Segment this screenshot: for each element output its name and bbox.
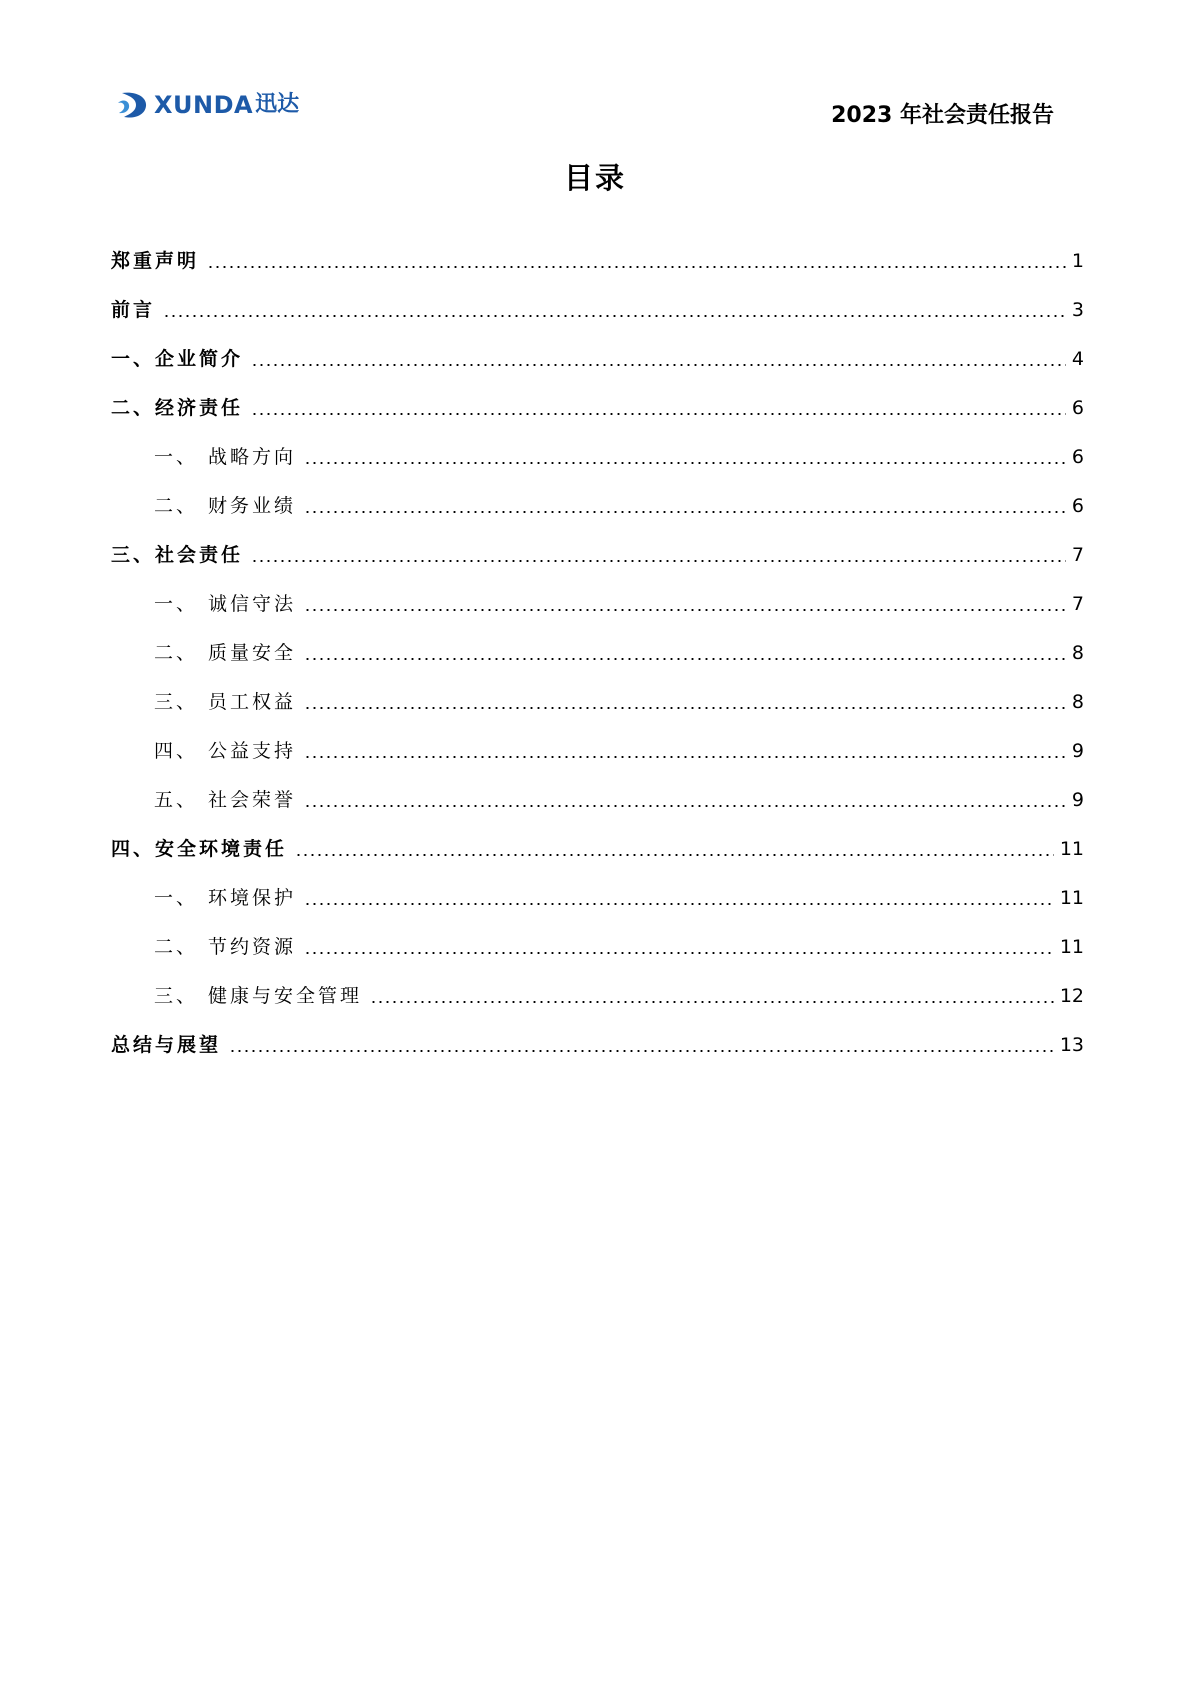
toc-entry-number: 二、 xyxy=(154,495,199,517)
toc-entry-label: 社会荣誉 xyxy=(208,789,297,811)
toc-entry[interactable] xyxy=(111,666,1084,715)
toc-entry-number: 一、 xyxy=(154,446,199,468)
toc-entry-number: 一、 xyxy=(154,887,199,909)
toc-dot-leader xyxy=(163,315,1066,317)
toc-page-number: 3 xyxy=(1071,299,1084,321)
xunda-logo-icon xyxy=(116,89,150,121)
toc-entry[interactable] xyxy=(111,813,1084,862)
toc-page-number: 4 xyxy=(1071,348,1084,370)
toc-entry-label: 郑重声明 xyxy=(111,250,200,272)
toc-entry-label: 总结与展望 xyxy=(111,1034,222,1056)
toc-entry-label: 节约资源 xyxy=(208,936,297,958)
toc-entry[interactable] xyxy=(111,1009,1084,1058)
toc-entry[interactable] xyxy=(111,911,1084,960)
toc-entry-number: 三、 xyxy=(154,985,199,1007)
toc-entry-label: 健康与安全管理 xyxy=(208,985,363,1007)
toc-entry-label: 员工权益 xyxy=(208,691,297,713)
company-logo xyxy=(116,88,299,122)
toc-entry[interactable] xyxy=(111,372,1084,421)
toc-entry-number: 五、 xyxy=(154,789,199,811)
toc-entry-label: 战略方向 xyxy=(208,446,297,468)
toc-page-number: 11 xyxy=(1059,838,1084,860)
toc-entry[interactable] xyxy=(111,715,1084,764)
toc-entry-number: 三、 xyxy=(154,691,199,713)
toc-entry-label: 财务业绩 xyxy=(208,495,297,517)
toc-page-number: 1 xyxy=(1071,250,1084,272)
toc-entry-label: 一、企业简介 xyxy=(111,348,244,370)
toc-entry-label: 诚信守法 xyxy=(208,593,297,615)
toc-page-number: 6 xyxy=(1071,495,1084,517)
toc-dot-leader xyxy=(304,609,1066,611)
toc-page-number: 8 xyxy=(1071,642,1084,664)
toc-entry-label: 前言 xyxy=(111,299,156,321)
toc-entry-number: 二、 xyxy=(154,936,199,958)
toc-entry[interactable] xyxy=(111,274,1084,323)
toc-dot-leader xyxy=(207,266,1066,268)
toc-entry[interactable] xyxy=(111,421,1084,470)
toc-dot-leader xyxy=(251,364,1066,366)
page-header xyxy=(0,0,1190,140)
toc-entry-label: 二、经济责任 xyxy=(111,397,244,419)
toc-dot-leader xyxy=(304,952,1054,954)
toc-entry-number: 四、 xyxy=(154,740,199,762)
toc-dot-leader xyxy=(229,1050,1054,1052)
toc-dot-leader xyxy=(370,1001,1054,1003)
toc-entry[interactable] xyxy=(111,323,1084,372)
toc-dot-leader xyxy=(304,658,1066,660)
toc-entry-label: 四、安全环境责任 xyxy=(111,838,288,860)
toc-entry-label: 质量安全 xyxy=(208,642,297,664)
toc-page-number: 6 xyxy=(1071,446,1084,468)
toc-dot-leader xyxy=(251,560,1066,562)
toc-page-number: 11 xyxy=(1059,936,1084,958)
toc-entry-label: 公益支持 xyxy=(208,740,297,762)
toc-dot-leader xyxy=(304,511,1066,513)
toc-page-number: 8 xyxy=(1071,691,1084,713)
toc-entry-label: 三、社会责任 xyxy=(111,544,244,566)
toc-dot-leader xyxy=(295,854,1054,856)
toc-entry[interactable] xyxy=(111,225,1084,274)
toc-heading: 目录 xyxy=(563,161,626,195)
toc-entry-number: 二、 xyxy=(154,642,199,664)
logo-chinese-text: 迅达 xyxy=(255,92,300,117)
toc-entry[interactable] xyxy=(111,617,1084,666)
table-of-contents xyxy=(111,225,1084,1058)
toc-dot-leader xyxy=(304,756,1066,758)
toc-entry[interactable] xyxy=(111,960,1084,1009)
logo-text: XUNDA xyxy=(154,91,254,119)
toc-dot-leader xyxy=(251,413,1066,415)
toc-entry-number: 一、 xyxy=(154,593,199,615)
toc-dot-leader xyxy=(304,903,1054,905)
toc-entry[interactable] xyxy=(111,862,1084,911)
report-title: 2023 年社会责任报告 xyxy=(831,103,1054,128)
toc-page-number: 9 xyxy=(1071,789,1084,811)
toc-page-number: 9 xyxy=(1071,740,1084,762)
toc-dot-leader xyxy=(304,462,1066,464)
toc-page-number: 11 xyxy=(1059,887,1084,909)
toc-dot-leader xyxy=(304,805,1066,807)
toc-entry[interactable] xyxy=(111,764,1084,813)
toc-dot-leader xyxy=(304,707,1066,709)
toc-entry-label: 环境保护 xyxy=(208,887,297,909)
toc-entry[interactable] xyxy=(111,470,1084,519)
toc-page-number: 7 xyxy=(1071,593,1084,615)
toc-page-number: 12 xyxy=(1059,985,1084,1007)
toc-page-number: 13 xyxy=(1059,1034,1084,1056)
toc-entry[interactable] xyxy=(111,519,1084,568)
toc-page-number: 6 xyxy=(1071,397,1084,419)
toc-page-number: 7 xyxy=(1071,544,1084,566)
toc-entry[interactable] xyxy=(111,568,1084,617)
